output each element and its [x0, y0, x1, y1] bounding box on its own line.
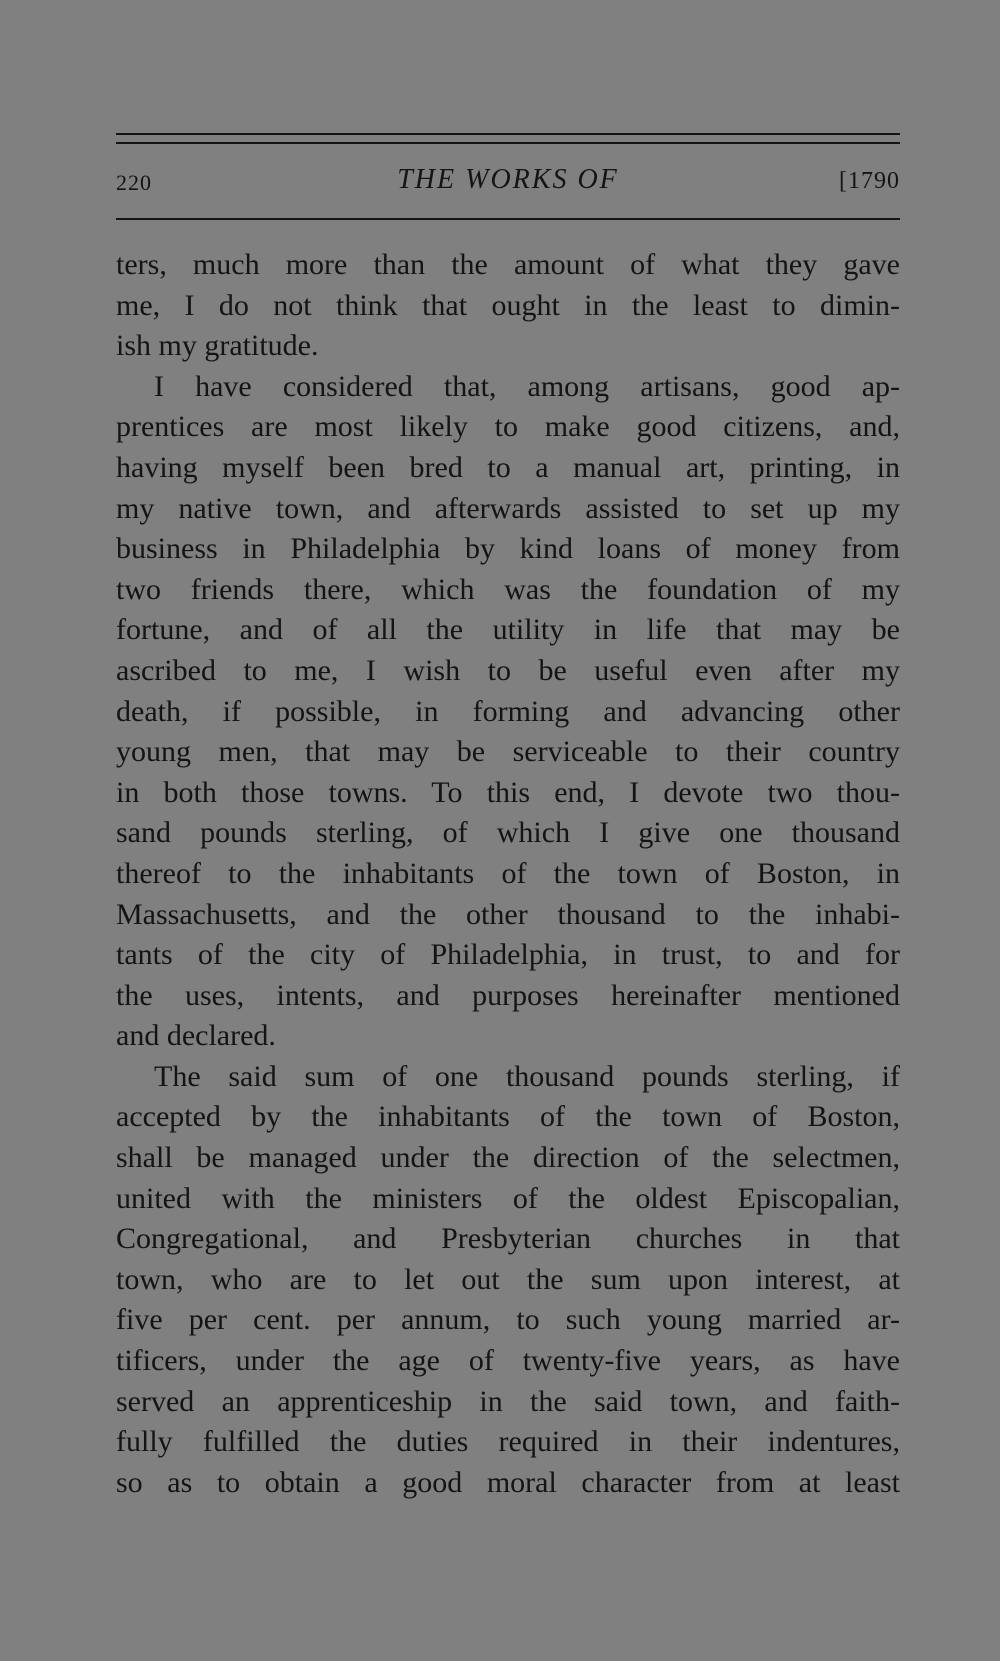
text-line: two friends there, which was the foundation of my	[116, 572, 900, 606]
text-line: young men, that may be serviceable to their country	[116, 735, 900, 769]
text-line: tants of the city of Philadelphia, in trust, to and for	[116, 938, 900, 972]
paragraph-2	[116, 367, 900, 1057]
text-line: fully fulfilled the duties required in their indentures,	[116, 1425, 900, 1459]
text-line: sand pounds sterling, of which I give one thousand	[116, 816, 900, 850]
text-line: my native town, and afterwards assisted to set up my	[116, 491, 900, 525]
text-line: fortune, and of all the utility in life that may be	[116, 613, 900, 647]
text-line: death, if possible, in forming and advancing other	[116, 694, 900, 728]
paragraph-3	[116, 1057, 900, 1504]
text-line: ters, much more than the amount of what they gave	[116, 248, 900, 281]
running-year: [1790	[839, 168, 900, 194]
text-line: united with the ministers of the oldest Episcopalian,	[116, 1181, 900, 1215]
header-rule-bottom	[116, 218, 900, 220]
running-title: THE WORKS OF	[397, 164, 619, 195]
paragraph-1	[116, 245, 900, 367]
text-line: having myself been bred to a manual art, printing, in	[116, 450, 900, 484]
body-text	[116, 245, 900, 1503]
text-line: so as to obtain a good moral character from at least	[116, 1465, 900, 1499]
text-line: and declared.	[116, 1019, 276, 1053]
text-line: Congregational, and Presbyterian churches in that	[116, 1222, 900, 1256]
text-line: ish my gratitude.	[116, 329, 319, 363]
text-line: prentices are most likely to make good citizens, and,	[116, 410, 900, 444]
text-line: I have considered that, among artisans, good ap-	[154, 369, 900, 403]
text-line: accepted by the inhabitants of the town of Boston,	[116, 1100, 900, 1134]
book-page	[116, 0, 900, 1661]
text-line: in both those towns. To this end, I devote two thou-	[116, 775, 900, 809]
text-line: tificers, under the age of twenty-five years, as have	[116, 1344, 900, 1378]
running-head	[116, 164, 900, 204]
text-line: the uses, intents, and purposes hereinafter mentioned	[116, 978, 900, 1012]
text-line: ascribed to me, I wish to be useful even after my	[116, 653, 900, 687]
text-line: Massachusetts, and the other thousand to the inhabi-	[116, 897, 900, 931]
text-line: town, who are to let out the sum upon interest, at	[116, 1262, 900, 1296]
text-line: five per cent. per annum, to such young married ar-	[116, 1303, 900, 1337]
text-line: thereof to the inhabitants of the town of Boston, in	[116, 856, 900, 890]
text-line: The said sum of one thousand pounds sterling, if	[154, 1059, 900, 1093]
header-rule-second	[116, 142, 900, 144]
text-line: served an apprenticeship in the said town, and faith-	[116, 1384, 900, 1418]
text-line: me, I do not think that ought in the least to dimin-	[116, 288, 900, 322]
header-rule-top	[116, 133, 900, 135]
page-number: 220	[116, 170, 152, 195]
text-line: business in Philadelphia by kind loans of money from	[116, 532, 900, 566]
text-line: shall be managed under the direction of the selectmen,	[116, 1141, 900, 1175]
